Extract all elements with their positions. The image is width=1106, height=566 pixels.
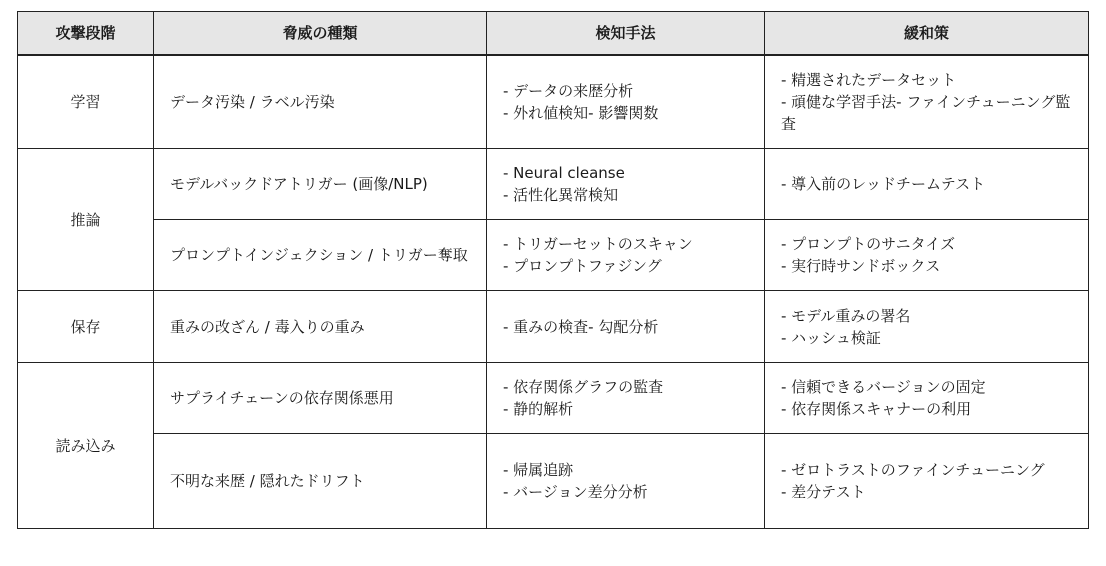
threat-text: データ汚染 / ラベル汚染 (170, 93, 335, 111)
detection-cell (487, 55, 765, 149)
detection-item: - 重みの検査- 勾配分析 (503, 317, 659, 336)
mitigation-item: - 頑健な学習手法- ファインチューニング監査 (781, 93, 1071, 133)
mitigation-item: - モデル重みの署名 (781, 306, 911, 325)
detection-item: - バージョン差分分析 (503, 483, 648, 501)
header-stage: 攻撃段階 (18, 12, 154, 56)
table-row (18, 55, 1089, 149)
detection-cell (487, 434, 765, 529)
threat-text: 重みの改ざん / 毒入りの重み (170, 317, 365, 336)
header-detection: 検知手法 (487, 12, 765, 56)
mitigation-cell (765, 363, 1089, 434)
threat-cell (154, 55, 487, 149)
mitigation-cell (765, 291, 1089, 363)
threat-text: プロンプトインジェクション / トリガー奪取 (170, 246, 468, 264)
detection-item: - 静的解析 (503, 400, 574, 418)
mitigation-item: - 差分テスト (781, 483, 866, 501)
mitigation-cell (765, 55, 1089, 149)
mitigation-cell (765, 434, 1089, 529)
table-row (18, 434, 1089, 529)
table-row (18, 220, 1089, 291)
mitigation-item: - 実行時サンドボックス (781, 257, 941, 275)
detection-cell (487, 220, 765, 291)
detection-item: - プロンプトファジング (503, 257, 662, 275)
mitigation-item: - 依存関係スキャナーの利用 (781, 400, 972, 418)
stage-cell: 推論 (18, 149, 154, 291)
threat-text: サプライチェーンの依存関係悪用 (170, 389, 394, 407)
table-row (18, 291, 1089, 363)
threat-text: モデルバックドアトリガー (画像/NLP) (170, 175, 428, 193)
detection-item: - 外れ値検知- 影響関数 (503, 104, 659, 122)
detection-item: - トリガーセットのスキャン (503, 235, 693, 253)
detection-item: - 帰属追跡 (503, 461, 574, 479)
threat-table (17, 11, 1089, 529)
detection-cell (487, 291, 765, 363)
threat-cell (154, 363, 487, 434)
mitigation-item: - プロンプトのサニタイズ (781, 235, 956, 253)
mitigation-cell (765, 220, 1089, 291)
header-mitigation: 緩和策 (765, 12, 1089, 56)
detection-cell (487, 363, 765, 434)
header-row (18, 12, 1089, 56)
detection-item: - 依存関係グラフの監査 (503, 378, 664, 396)
table-row (18, 149, 1089, 220)
threat-cell (154, 434, 487, 529)
mitigation-item: - 導入前のレッドチームテスト (781, 175, 986, 193)
threat-cell (154, 291, 487, 363)
detection-cell (487, 149, 765, 220)
threat-text: 不明な来歴 / 隠れたドリフト (170, 472, 365, 490)
header-threat-type: 脅威の種類 (154, 12, 487, 56)
mitigation-item: - 信頼できるバージョンの固定 (781, 378, 986, 396)
table-row (18, 363, 1089, 434)
stage-cell: 読み込み (18, 363, 154, 529)
threat-cell (154, 149, 487, 220)
mitigation-item: - 精選されたデータセット (781, 71, 957, 89)
threat-cell (154, 220, 487, 291)
detection-item: - Neural cleanse (503, 164, 625, 182)
detection-item: - データの来歴分析 (503, 82, 634, 100)
stage-cell: 学習 (18, 55, 154, 149)
mitigation-item: - ゼロトラストのファインチューニング (781, 461, 1045, 479)
mitigation-cell (765, 149, 1089, 220)
detection-item: - 活性化異常検知 (503, 186, 619, 204)
mitigation-item: - ハッシュ検証 (781, 328, 881, 347)
stage-cell: 保存 (18, 291, 154, 363)
